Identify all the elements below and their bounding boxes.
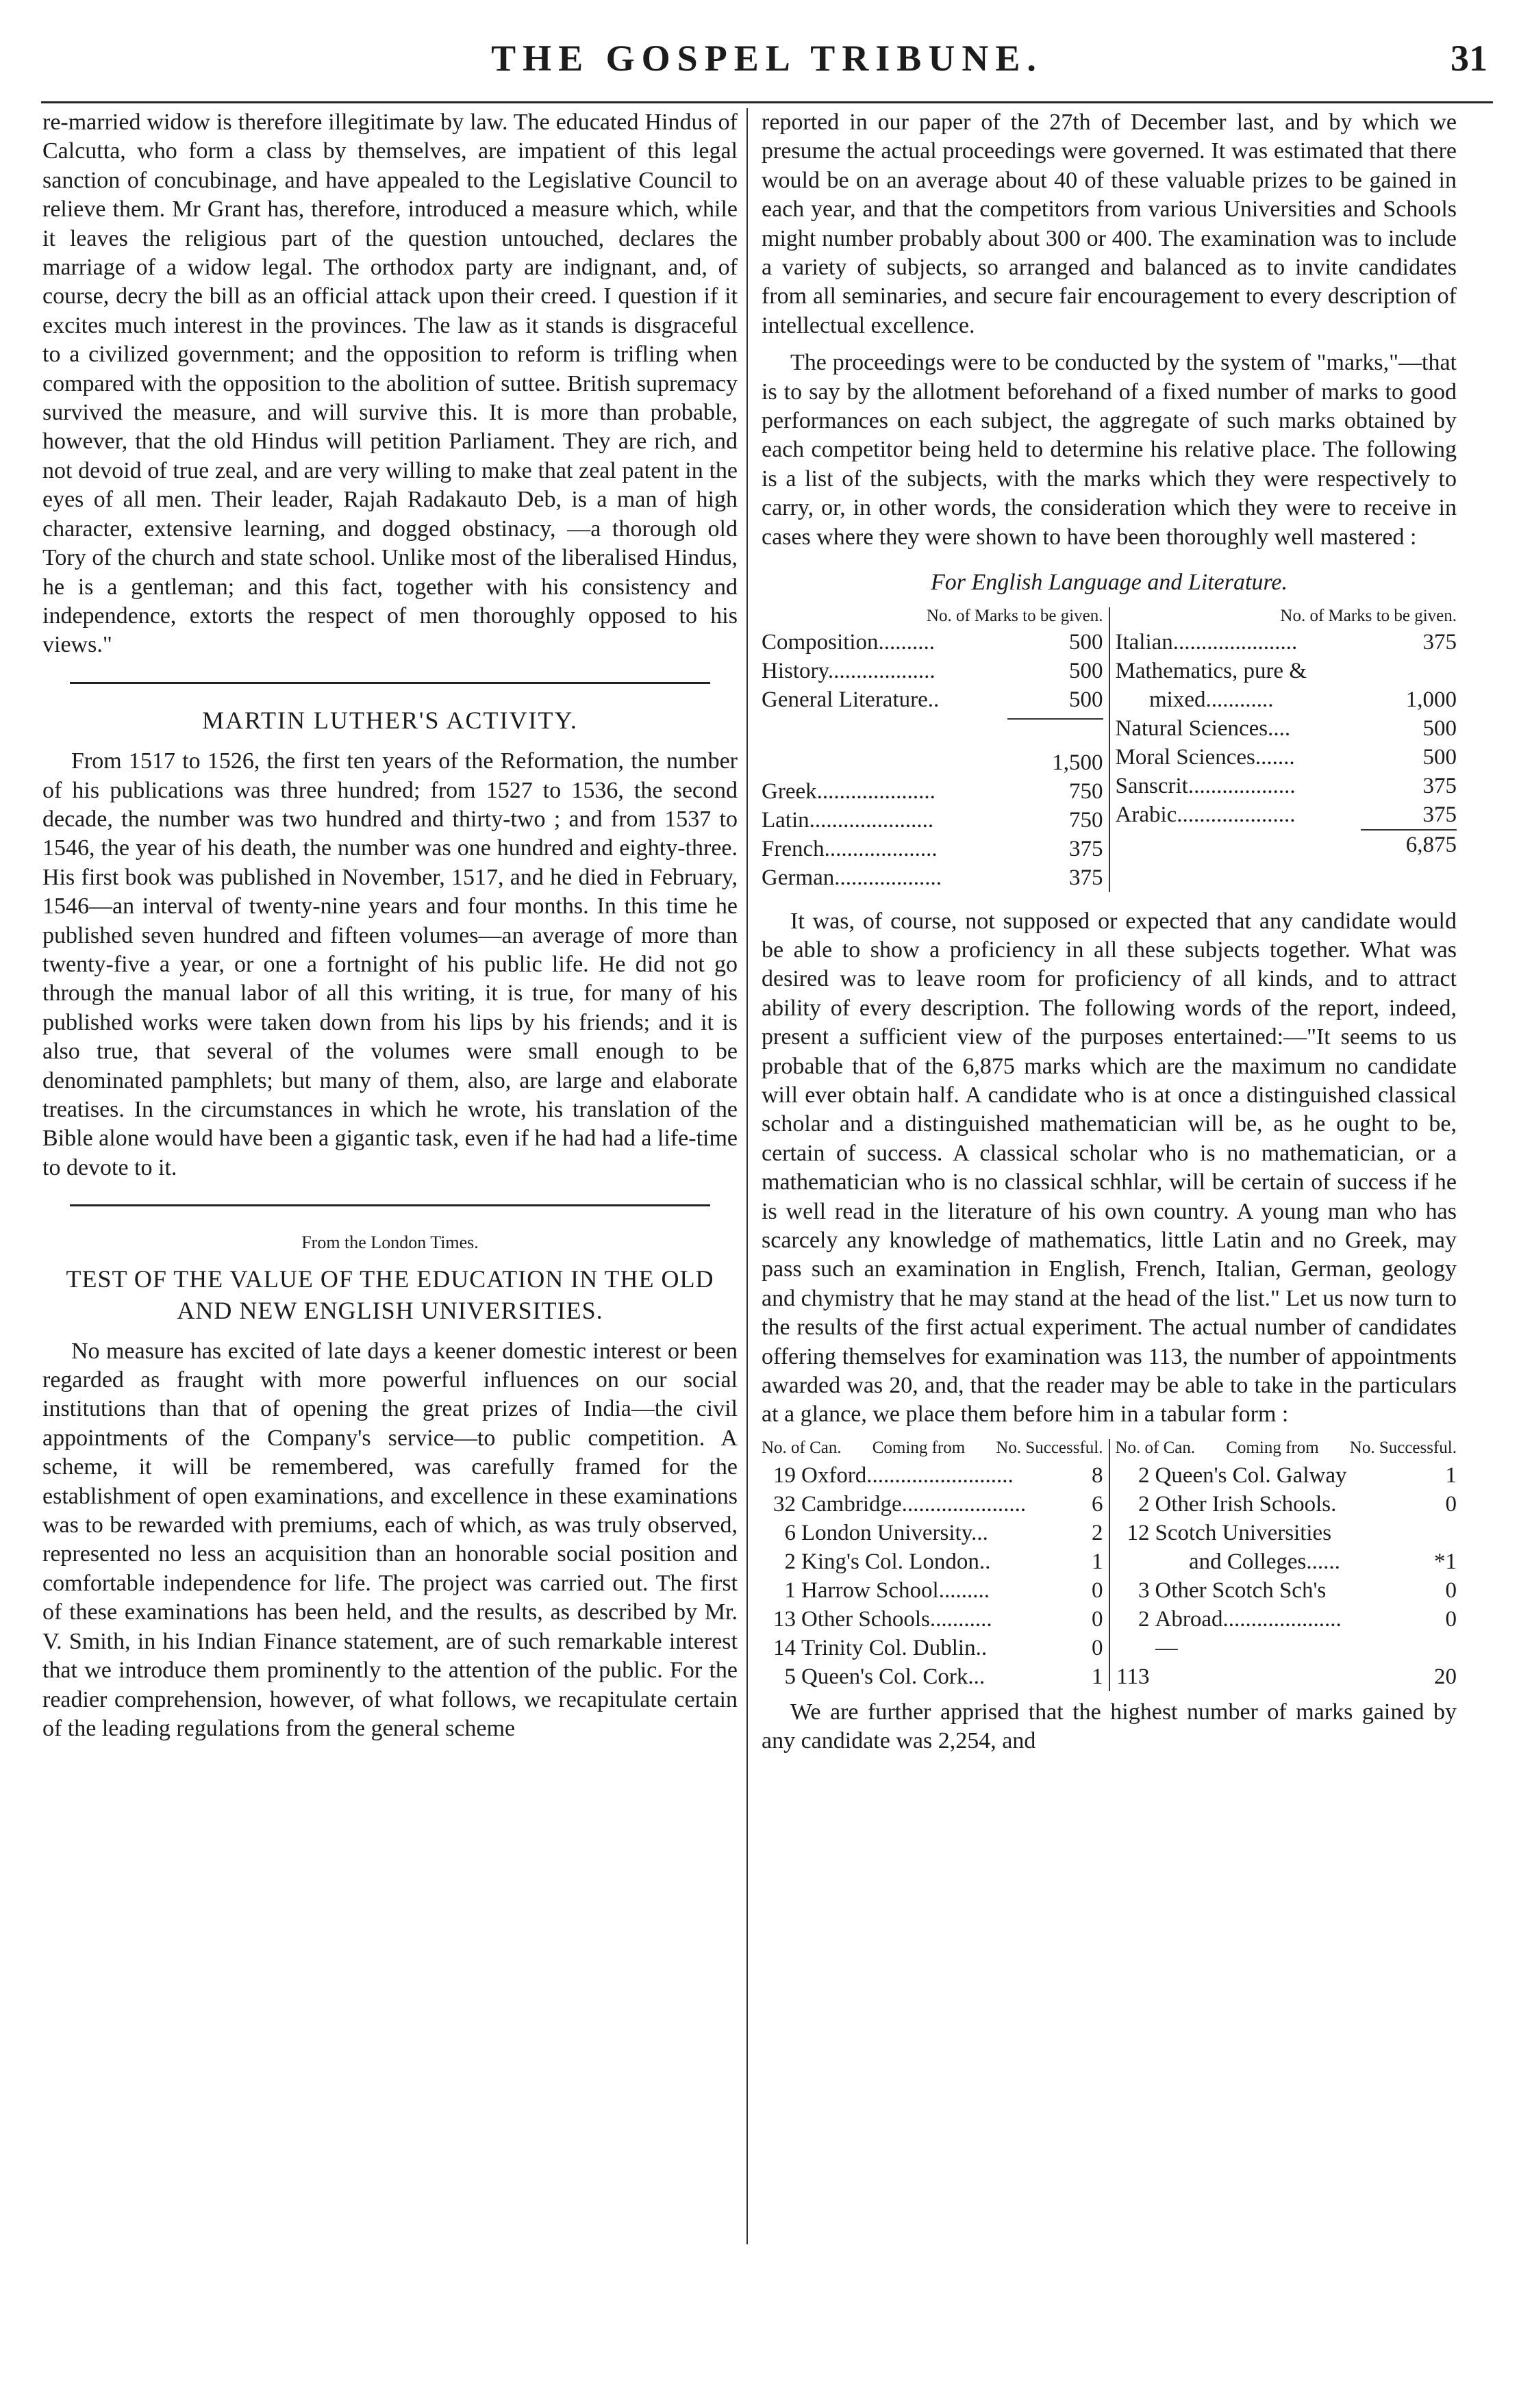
page-number: 31 (1451, 38, 1487, 79)
marks-table (762, 607, 1457, 892)
marks-column-header: No. of Marks to be given. (1280, 606, 1457, 625)
marks-total: 6,875 (1361, 829, 1457, 859)
table-row: Greek..................... 750 (762, 778, 1103, 804)
table-row: 12 Scotch Universities (1127, 1520, 1332, 1545)
table-row: 2 King's Col. London.. 1 (784, 1549, 1103, 1574)
table-row: Arabic..................... 375 (1115, 802, 1457, 827)
table-row: — (1155, 1635, 1178, 1660)
table-row: Sanscrit................... 375 (1115, 773, 1457, 798)
page-header (41, 27, 1493, 89)
table-row: 113 20 (1116, 1664, 1457, 1689)
luther-title: MARTIN LUTHER'S ACTIVITY. (202, 706, 578, 734)
subtotal-rule (1007, 718, 1103, 748)
table-row: General Literature.. 500 (762, 687, 1103, 712)
widow-article-paragraph: re-married widow is therefore illegitimate by law. The educated Hindus of Calcutta, who form a class by themselves, are impatient of this legal sanction of concubinage, and have appealed to the Legislative Council to relieve them. Mr Grant has, therefore, introduced a measure which, while it leaves the religious part of the question untouched, declares the marriage of a widow legal. The orthodox party are indignant, and, of course, decry the bill as an official attack upon their creed. I question if it excites much interest in the provinces. The law as it stands is disgraceful to a civilized government; and the opposition to reform is trifling when compared with the opposition to the abolition of suttee. British supremacy survived the measure, and will survive this. It is more than probable, however, that the old Hindus will petition Parliament. They are rich, and not devoid of true zeal, and are very willing to make that zeal patent in the eyes of all men. Their leader, Rajah Radakauto Deb, is a man of high character, extensive learning, and dogged obstinacy, —a thorough old Tory of the church and state school. Unlike most of the liberalised Hindus, he is a gentleman; and this fact, together with his consistency and independence, extorts the respect of men thoroughly opposed to his views." (42, 110, 738, 658)
table-row: 1,500 (1052, 750, 1103, 775)
table-row: 14 Trinity Col. Dublin.. 0 (773, 1635, 1103, 1660)
education-article-title: TEST OF THE VALUE OF THE EDUCATION IN THE OLD AND NEW ENGLISH UNIVERSITIES. (66, 1265, 714, 1324)
marks-system-paragraph: The proceedings were to be conducted by the system of "marks,"—that is to say by the allotment beforehand of a fixed number of marks to good performances on each subject, the aggregate of such marks obtained by each competitor being held to determine his relative place. The following is a list of the subjects, with the marks which they were respectively to carry, or, in other words, the consideration which they were to receive in cases where they were shown to have been thoroughly well mastered : (762, 350, 1457, 550)
candidates-table-right (1110, 1439, 1457, 1691)
closing-paragraph: We are further apprised that the highest number of marks gained by any candidate was 2,254, and (762, 1699, 1457, 1754)
education-paragraph: No measure has excited of late days a keener domestic interest or been regarded as fraught with more powerful influences on our social institutions than that of opening the great prizes of India—the civil appointments of the Company's service—to public competition. A scheme, it will be remembered, was carefully framed for the establishment of open examinations, and excellence in these examinations was to be rewarded with premiums, each of which, as was truly observed, represented no less an acquisition than an honorable social position and comfortable independence for life. The project was carried out. The first of these examinations has been held, and the results, as described by Mr. V. Smith, in his Indian Finance statement, are of such remarkable interest that we introduce them prominently to the attention of the public. For the readier comprehension, however, of what follows, we recapitulate certain of the leading regulations from the general scheme (42, 1338, 738, 1741)
table-row: 2 Queen's Col. Galway 1 (1138, 1462, 1457, 1488)
table-row: 2 Other Irish Schools. 0 (1138, 1491, 1457, 1517)
candidates-header: No. of Can. Coming from No. Successful. (762, 1438, 1103, 1457)
table-row: Italian...................... 375 (1115, 629, 1457, 655)
section-divider (70, 1204, 710, 1206)
right-column (762, 108, 1457, 2340)
table-row: Composition.......... 500 (762, 629, 1103, 655)
continued-paragraph: reported in our paper of the 27th of December last, and by which we presume the actual proceedings were governed. It was estimated that there would be on an average about 40 of these valuable prizes to be gained in each year, and that the competitors from various Universities and Schools might number probably about 300 or 400. The examination was to include a variety of subjects, so arranged and balanced as to invite candidates from all seminaries, and secure fair encouragement to every description of intellectual excellence. (762, 110, 1457, 338)
source-line: From the London Times. (301, 1232, 479, 1253)
table-row: 6 London University... 2 (784, 1520, 1103, 1545)
left-column (42, 108, 738, 2340)
table-row: French.................... 375 (762, 836, 1103, 861)
table-row: 1 Harrow School......... 0 (784, 1577, 1103, 1603)
marks-column-header: No. of Marks to be given. (926, 606, 1103, 625)
marks-table-caption: For English Language and Literature. (930, 570, 1288, 596)
purposes-paragraph: It was, of course, not supposed or expected that any candidate would be able to show a proficiency in all these subjects together. What was desired was to leave room for proficiency of all kinds, and to attract ability of every description. The following words of the report, indeed, present a sufficient view of the purposes entertained:—"It seems to us probable that of the 6,875 marks which are the maximum no candidate will ever obtain half. A candidate who is at once a distinguished classical scholar and a distinguished mathematician will be, as he ought to be, certain of success. A classical scholar who is no mathematician, or a mathematician who is no classical schhlar, will be certain of success if he is well read in the literature of his own country. A young man who has scarcely any knowledge of mathematics, little Latin and no Greek, may pass such an examination in English, French, Italian, German, geology and chymistry that he may stand at the head of the list." Let us now turn to the results of the first actual experiment. The actual number of candidates offering themselves for examination was 113, the number of appointments awarded was 20, and, that the reader may be able to take in the particulars at a glance, we place them before him in a tabular form : (762, 908, 1457, 1428)
marks-table-left (762, 607, 1110, 892)
table-row: 32 Cambridge...................... 6 (773, 1491, 1103, 1517)
table-row: and Colleges...... *1 (1155, 1549, 1457, 1574)
table-row: Natural Sciences.... 500 (1115, 715, 1457, 741)
table-row: Mathematics, pure & (1115, 658, 1307, 683)
luther-paragraph: From 1517 to 1526, the first ten years of the Reformation, the number of his publications was three hundred; from 1527 to 1536, the second decade, the number was two hundred and thirty-two ; and from 1537 to 1546, the year of his death, the number was one hundred and eighty-three. His first book was published in November, 1517, and he died in February, 1546—an interval of twenty-nine years and four months. In this time he published seven hundred and fifteen volumes—an average of more than twenty-five a year, or one a fortnight of his public life. He did not go through the manual labor of all this writing, it is true, for many of his published works were taken down from his lips by his friends; and it is also true, that several of the volumes were small enough to be denominated pamphlets; but many of them, also, are large and elaborate treatises. In the circumstances in which he wrote, his translation of the Bible alone would have been a gigantic task, even if he had had a life-time to devote to it. (42, 748, 738, 1180)
table-row: History................... 500 (762, 658, 1103, 683)
marks-table-right (1110, 607, 1457, 892)
candidates-table (762, 1439, 1457, 1691)
table-row: 3 Other Scotch Sch's 0 (1138, 1577, 1457, 1603)
table-row: Moral Sciences....... 500 (1115, 744, 1457, 770)
table-row: 13 Other Schools........... 0 (773, 1606, 1103, 1632)
candidates-table-left (762, 1439, 1110, 1691)
column-divider (746, 108, 748, 2244)
table-row: German................... 375 (762, 865, 1103, 890)
table-row: 5 Queen's Col. Cork... 1 (784, 1664, 1103, 1689)
table-row: Latin...................... 750 (762, 807, 1103, 833)
section-divider (70, 682, 710, 684)
header-rule (41, 101, 1493, 103)
table-row: mixed............ 1,000 (1115, 687, 1457, 712)
candidates-header: No. of Can. Coming from No. Successful. (1115, 1438, 1457, 1457)
table-row: 19 Oxford.......................... 8 (773, 1462, 1103, 1488)
table-row: 2 Abroad..................... 0 (1138, 1606, 1457, 1632)
page-title: THE GOSPEL TRIBUNE. (491, 38, 1043, 79)
